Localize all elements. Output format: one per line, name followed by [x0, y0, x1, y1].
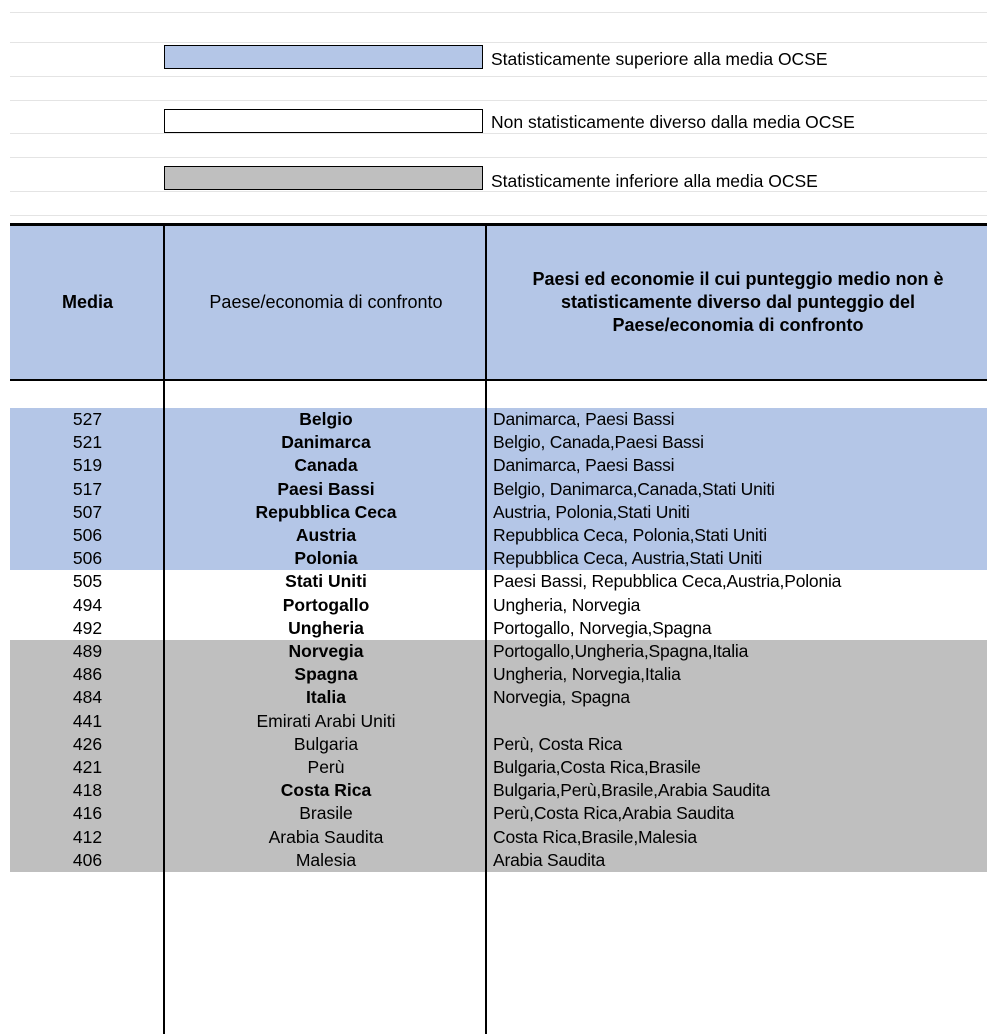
table-row	[10, 501, 987, 524]
table-row	[10, 779, 987, 802]
table-row	[10, 478, 987, 501]
legend-swatch-superiore	[164, 45, 483, 69]
legend-label-non-diverso: Non statisticamente diverso dalla media OCSE	[491, 112, 855, 132]
table-row	[10, 454, 987, 477]
header-paese-text: Paese/economia di confronto	[209, 292, 443, 312]
comparison-table	[10, 223, 987, 1034]
grid-line	[10, 133, 987, 134]
cell-confronto: Belgio, Canada,Paesi Bassi	[493, 432, 704, 453]
legend-label-inferiore: Statisticamente inferiore alla media OCSE	[491, 171, 818, 191]
legend-swatch-non-diverso	[164, 109, 483, 133]
cell-confronto: Norvegia, Spagna	[493, 687, 630, 708]
grid-line	[10, 157, 987, 158]
table-row	[10, 570, 987, 593]
grid-line	[10, 42, 987, 43]
table-row	[10, 802, 987, 825]
table-row	[10, 640, 987, 663]
cell-confronto: Danimarca, Paesi Bassi	[493, 455, 675, 476]
cell-confronto: Portogallo,Ungheria,Spagna,Italia	[493, 641, 749, 661]
cell-media: 505	[72, 571, 103, 592]
table-header	[10, 223, 987, 381]
cell-media: 517	[72, 478, 103, 499]
cell-confronto: Bulgaria,Perù,Brasile,Arabia Saudita	[493, 780, 770, 801]
cell-paese: Stati Uniti	[285, 571, 367, 592]
table-row	[10, 547, 987, 570]
cell-paese: Norvegia	[288, 641, 364, 661]
cell-confronto: Perù, Costa Rica	[493, 733, 623, 754]
cell-paese: Malesia	[295, 849, 357, 870]
cell-paese: Austria	[295, 525, 357, 545]
table-row	[10, 686, 987, 709]
cell-media: 492	[72, 617, 103, 638]
cell-paese: Canada	[294, 455, 358, 476]
cell-media: 521	[72, 432, 103, 453]
table-row	[10, 663, 987, 686]
cell-confronto: Portogallo, Norvegia,Spagna	[493, 617, 712, 638]
grid-line	[10, 12, 987, 13]
table-row	[10, 849, 987, 872]
cell-paese: Belgio	[299, 409, 353, 429]
cell-media: 486	[72, 664, 103, 685]
legend-swatch-inferiore	[164, 166, 483, 190]
cell-media: 484	[72, 687, 103, 708]
cell-confronto: Repubblica Ceca, Polonia,Stati Uniti	[493, 525, 767, 545]
cell-paese: Ungheria	[288, 617, 364, 638]
cell-confronto: Danimarca, Paesi Bassi	[493, 409, 675, 429]
cell-confronto: Austria, Polonia,Stati Uniti	[493, 501, 690, 522]
grid-line	[10, 76, 987, 77]
header-paese	[165, 226, 487, 379]
cell-confronto: Bulgaria,Costa Rica,Brasile	[493, 757, 701, 777]
table-row	[10, 408, 987, 431]
header-confronto	[489, 226, 987, 379]
cell-media: 426	[72, 733, 103, 754]
cell-media: 406	[72, 849, 103, 870]
column-divider	[485, 223, 487, 1034]
cell-paese: Bulgaria	[293, 733, 359, 754]
cell-paese: Repubblica Ceca	[255, 501, 397, 522]
cell-paese: Danimarca	[281, 432, 371, 453]
table-row	[10, 617, 987, 640]
cell-confronto: Perù,Costa Rica,Arabia Saudita	[493, 803, 735, 824]
cell-media: 416	[72, 803, 103, 824]
table-row	[10, 826, 987, 849]
cell-media: 527	[72, 409, 103, 429]
cell-paese: Arabia Saudita	[268, 826, 384, 847]
grid-line	[10, 215, 987, 216]
table-row	[10, 524, 987, 547]
cell-paese: Paesi Bassi	[277, 478, 375, 499]
cell-media: 412	[72, 826, 103, 847]
cell-confronto: Belgio, Danimarca,Canada,Stati Uniti	[493, 478, 775, 499]
cell-paese: Italia	[306, 687, 346, 708]
cell-media: 489	[72, 641, 103, 661]
cell-media: 519	[72, 455, 103, 476]
column-divider	[163, 223, 165, 1034]
table-row	[10, 710, 987, 733]
cell-paese: Perù	[307, 757, 345, 777]
cell-media: 506	[72, 525, 103, 545]
grid-line	[10, 191, 987, 192]
cell-paese: Brasile	[299, 803, 353, 824]
legend-label-superiore: Statisticamente superiore alla media OCSE	[491, 49, 828, 69]
table-row	[10, 756, 987, 779]
header-confronto-text: Paesi ed economie il cui punteggio medio non è statisticamente diverso dal punteggio del Paese/economia di confronto	[532, 269, 944, 335]
cell-paese: Costa Rica	[280, 780, 372, 801]
grid-line	[10, 100, 987, 101]
cell-confronto: Paesi Bassi, Repubblica Ceca,Austria,Polonia	[493, 571, 842, 592]
cell-paese: Emirati Arabi Uniti	[256, 710, 396, 731]
cell-media: 507	[72, 501, 103, 522]
cell-confronto: Ungheria, Norvegia,Italia	[493, 664, 681, 685]
cell-paese: Spagna	[294, 664, 358, 685]
cell-media: 506	[72, 548, 103, 569]
cell-media: 441	[72, 710, 103, 731]
header-media: Media	[61, 292, 113, 312]
table-row	[10, 431, 987, 454]
table-row	[10, 594, 987, 617]
cell-confronto: Ungheria, Norvegia	[493, 594, 641, 615]
cell-confronto: Costa Rica,Brasile,Malesia	[493, 826, 697, 847]
cell-media: 418	[72, 780, 103, 801]
cell-paese: Portogallo	[282, 594, 370, 615]
table-row	[10, 733, 987, 756]
cell-media: 494	[72, 594, 103, 615]
cell-paese: Polonia	[294, 548, 358, 569]
cell-confronto: Repubblica Ceca, Austria,Stati Uniti	[493, 548, 763, 569]
cell-confronto: Arabia Saudita	[493, 849, 606, 870]
cell-media: 421	[72, 757, 103, 777]
